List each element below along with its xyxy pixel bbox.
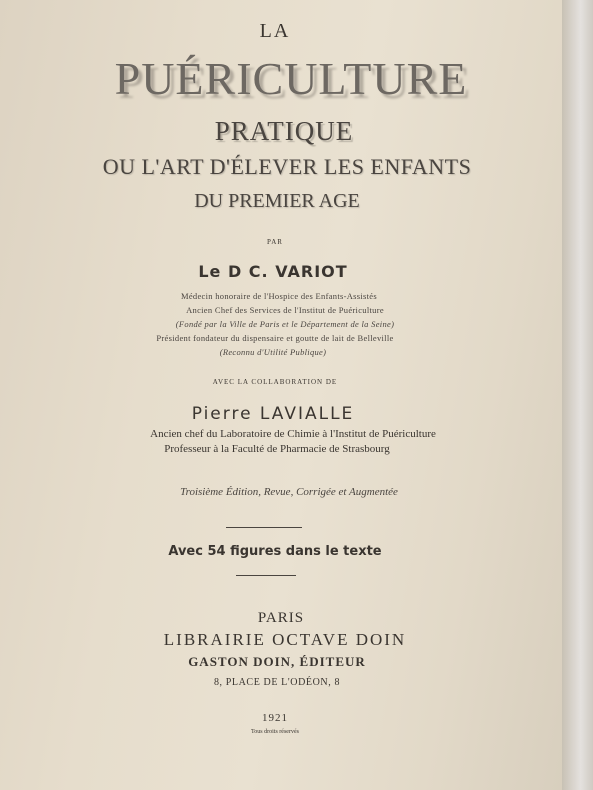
subtitle-line-3: DU PREMIER AGE: [194, 190, 360, 212]
publisher-address: 8, PLACE DE L'ODÉON, 8: [213, 677, 341, 688]
by-label: PAR: [267, 238, 283, 246]
coauthor-credential: Ancien chef du Laboratoire de Chimie à l'Institut de Puériculture: [150, 428, 436, 440]
author-credential: Président fondateur du dispensaire et goutte de lait de Belleville: [156, 333, 394, 343]
edition-statement: Troisième Édition, Revue, Corrigée et Augmentée: [180, 486, 398, 498]
publication-year: 1921: [262, 712, 288, 724]
subtitle: PRATIQUE: [214, 116, 354, 146]
book-edge: [562, 0, 593, 790]
author-credential: Médecin honoraire de l'Hospice des Enfants-Assistés: [181, 291, 377, 301]
divider: [236, 575, 296, 576]
subtitle-line-2: OU L'ART D'ÉLEVER LES ENFANTS: [102, 154, 472, 179]
divider: [226, 527, 302, 528]
editor-name: GASTON DOIN, ÉDITEUR: [188, 654, 366, 669]
rights-notice: Tous droits réservés: [251, 729, 299, 735]
publisher-name: LIBRAIRIE OCTAVE DOIN: [163, 630, 407, 649]
author-credential: (Reconnu d'Utilité Publique): [219, 347, 327, 357]
coauthor-credential: Professeur à la Faculté de Pharmacie de Strasbourg: [164, 443, 390, 455]
collaboration-label: AVEC LA COLLABORATION DE: [212, 378, 338, 386]
coauthor-name: Pierre LAVIALLE: [191, 404, 355, 424]
figures-note: Avec 54 figures dans le texte: [168, 544, 382, 559]
title-article: LA: [259, 20, 291, 42]
author-credential: Ancien Chef des Services de l'Institut de Puériculture: [186, 305, 384, 315]
main-title: PUÉRICULTURE: [114, 53, 468, 104]
author-name: Le D C. VARIOT: [198, 262, 348, 281]
publication-city: PARIS: [257, 610, 305, 626]
author-credential: (Fondé par la Ville de Paris et le Département de la Seine): [175, 319, 395, 329]
